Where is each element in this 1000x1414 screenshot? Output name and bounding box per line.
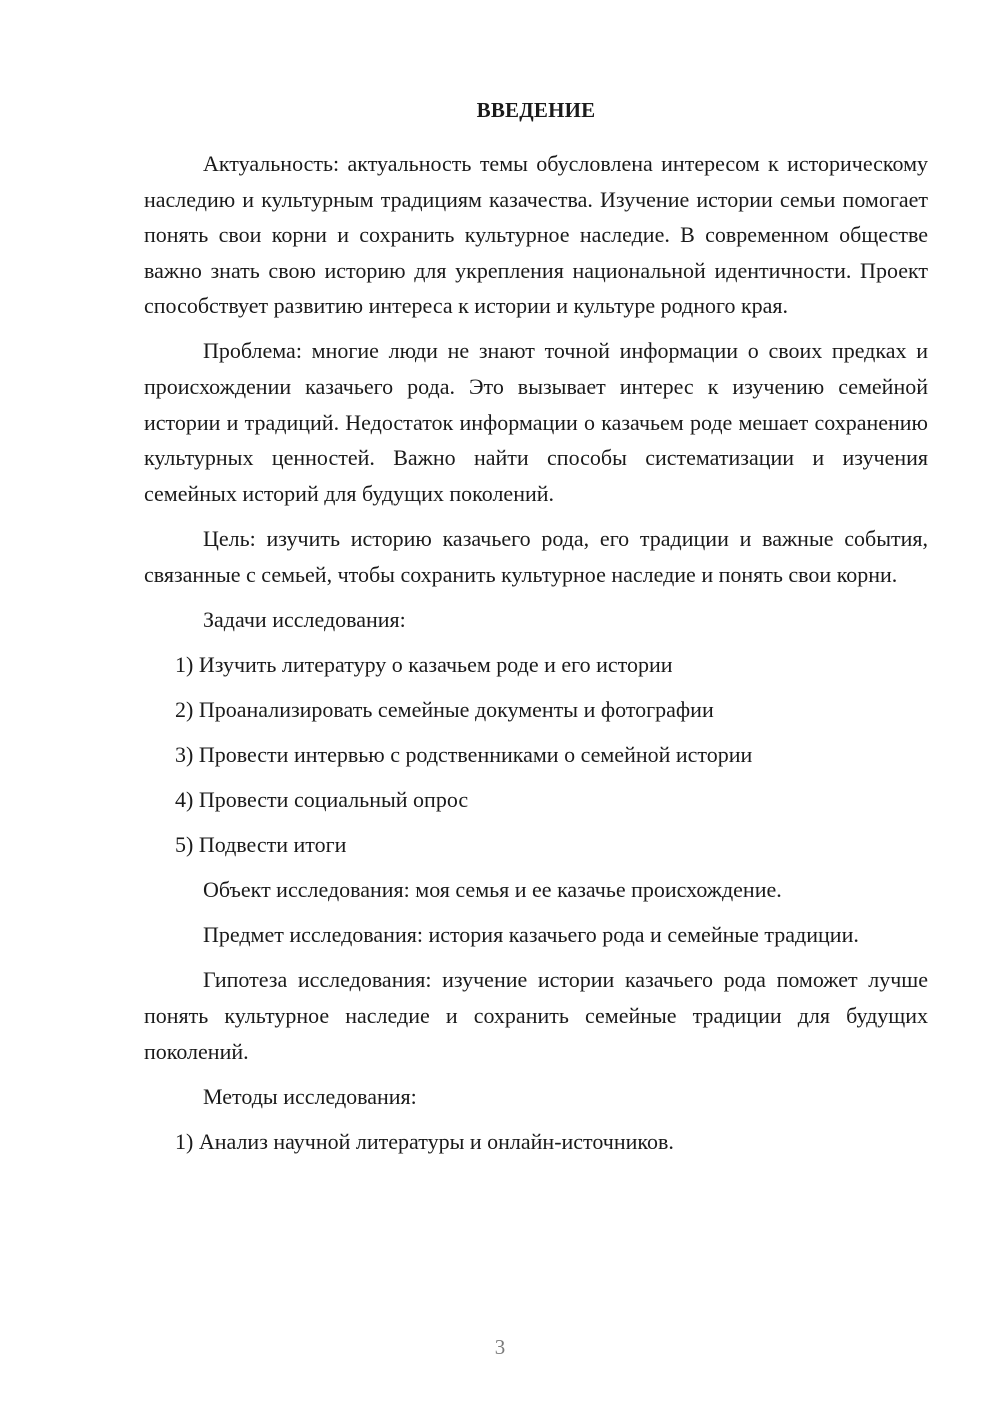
method-item-1: 1) Анализ научной литературы и онлайн-источников. bbox=[175, 1128, 674, 1154]
relevance-paragraph: Актуальность: актуальность темы обусловлена интересом к историческому наследию и культурным традициям казачества. Изучение истории семьи помогает понять свои корни и сохранить культурное наследие. В современном обществе важно знать свою историю для укрепления национальной идентичности. Проект способствует развитию интереса к истории и культуре родного края. bbox=[144, 151, 928, 319]
task-item-1: 1) Изучить литературу о казачьем роде и его истории bbox=[175, 651, 673, 677]
tasks-heading: Задачи исследования: bbox=[203, 606, 406, 632]
task-item-4: 4) Провести социальный опрос bbox=[175, 787, 469, 812]
methods-list bbox=[144, 1124, 928, 1160]
problem-paragraph: Проблема: многие люди не знают точной информации о своих предках и происхождении казачьего рода. Это вызывает интерес к изучению семейной истории и традиций. Недостаток информации о казачьем роде мешает сохранению культурных ценностей. Важно найти способы систематизации и изучения семейных историй для будущих поколений. bbox=[144, 338, 928, 506]
object-paragraph: Объект исследования: моя семья и ее казачье происхождение. bbox=[203, 877, 782, 903]
hypothesis-paragraph: Гипотеза исследования: изучение истории казачьего рода поможет лучше понять культурное наследие и сохранить семейные традиции для будущих поколений. bbox=[144, 967, 928, 1064]
section-title: ВВЕДЕНИЕ bbox=[476, 98, 596, 122]
task-item-3: 3) Провести интервью с родственниками о семейной истории bbox=[175, 741, 753, 767]
task-item-5: 5) Подвести итоги bbox=[175, 832, 347, 858]
tasks-list bbox=[144, 647, 928, 863]
methods-heading: Методы исследования: bbox=[203, 1083, 417, 1109]
task-item-2: 2) Проанализировать семейные документы и фотографии bbox=[175, 696, 714, 722]
document-page bbox=[144, 96, 928, 1169]
goal-paragraph: Цель: изучить историю казачьего рода, его традиции и важные события, связанные с семьей, чтобы сохранить культурное наследие и понять свои корни. bbox=[144, 525, 928, 587]
subject-paragraph: Предмет исследования: история казачьего рода и семейные традиции. bbox=[203, 922, 859, 948]
page-number: 3 bbox=[494, 1335, 506, 1359]
